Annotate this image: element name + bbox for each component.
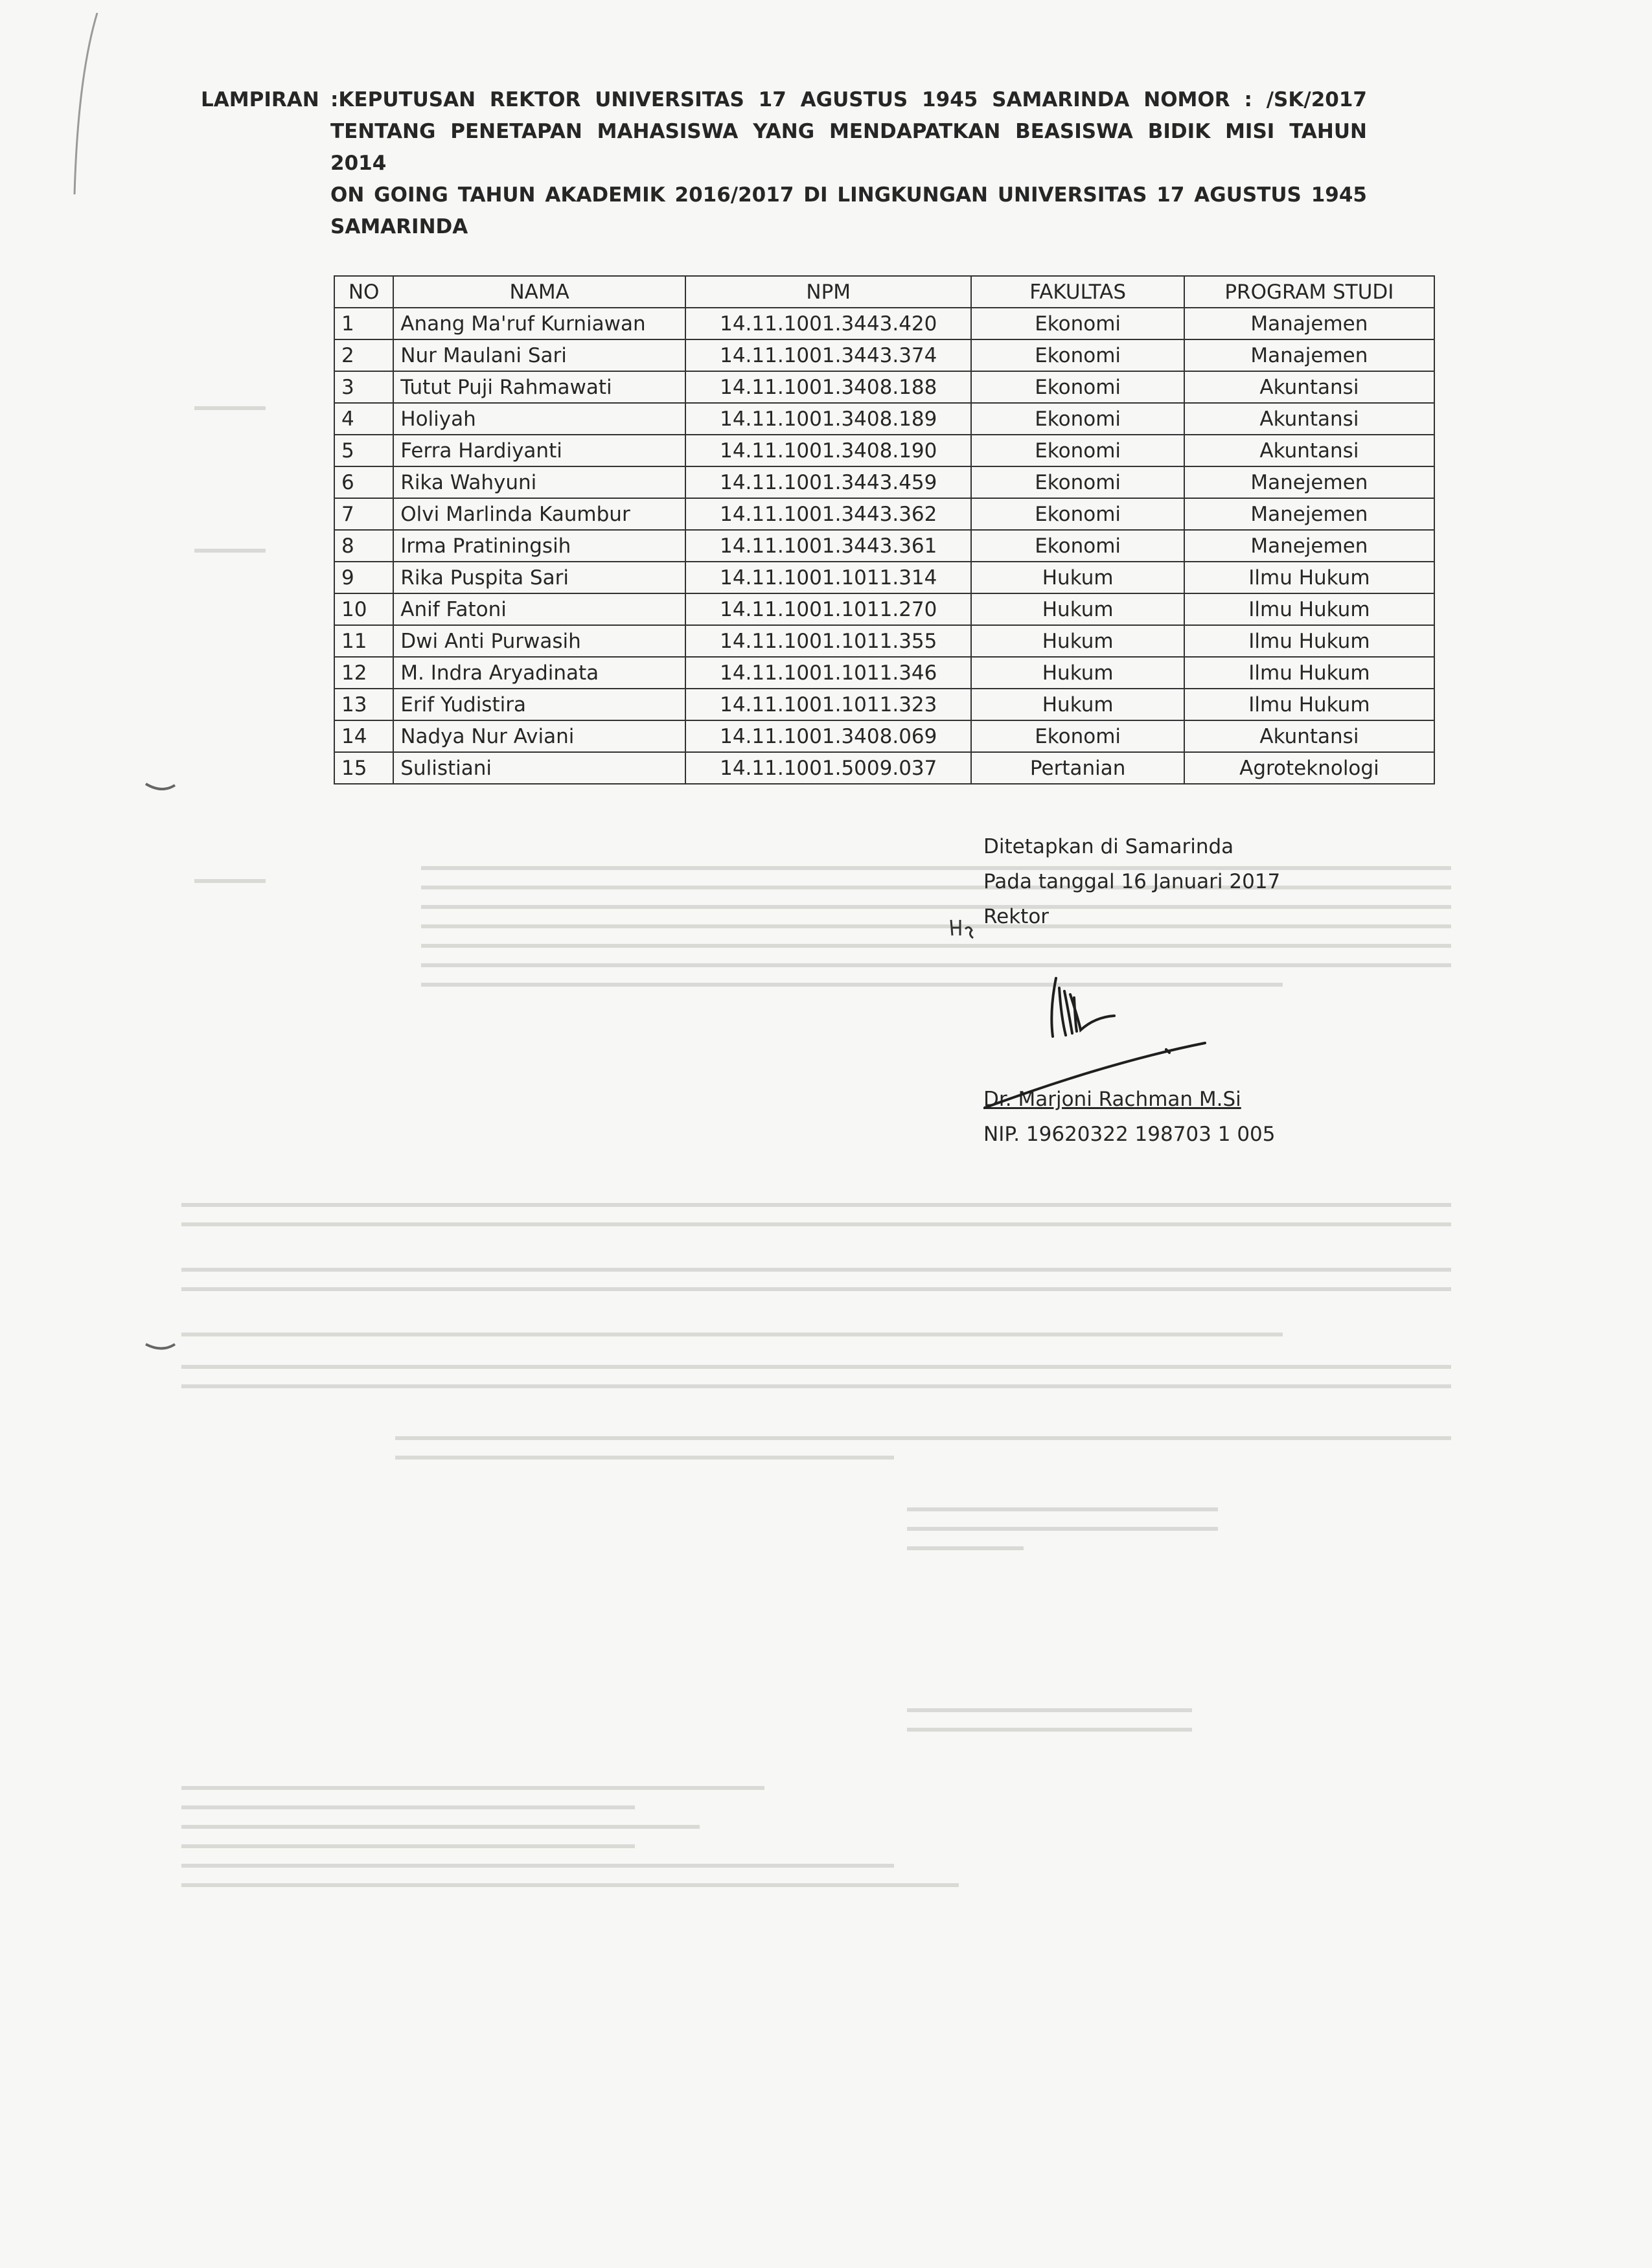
signatory-name: Dr. Marjoni Rachman M.Si — [983, 1088, 1241, 1111]
cell-npm: 14.11.1001.1011.323 — [685, 689, 971, 720]
cell-fakultas: Ekonomi — [971, 403, 1184, 435]
signatory-title: Rektor — [983, 905, 1050, 928]
handwritten-signature — [946, 959, 1218, 1114]
cell-program-studi: Ilmu Hukum — [1184, 593, 1434, 625]
table-row — [334, 498, 1434, 530]
decree-number-suffix: /SK/2017 — [1266, 88, 1368, 111]
cell-nama: Irma Pratiningsih — [393, 530, 685, 562]
cell-npm: 14.11.1001.1011.314 — [685, 562, 971, 593]
cell-fakultas: Ekonomi — [971, 308, 1184, 339]
cell-fakultas: Hukum — [971, 625, 1184, 657]
header-line-2: TENTANG PENETAPAN MAHASISWA YANG MENDAPATKAN BEASISWA BIDIK MISI TAHUN 2014 — [330, 120, 1367, 175]
cell-no: 10 — [334, 593, 393, 625]
cell-program-studi: Ilmu Hukum — [1184, 625, 1434, 657]
issue-date: Pada tanggal 16 Januari 2017 — [983, 870, 1281, 893]
cell-fakultas: Ekonomi — [971, 435, 1184, 466]
cell-nama: M. Indra Aryadinata — [393, 657, 685, 689]
decree-title: :KEPUTUSAN REKTOR UNIVERSITAS 17 AGUSTUS 1945 SAMARINDA NOMOR : — [330, 88, 1252, 111]
cell-npm: 14.11.1001.3443.459 — [685, 466, 971, 498]
cell-program-studi: Manajemen — [1184, 339, 1434, 371]
table-row — [334, 720, 1434, 752]
cell-program-studi: Ilmu Hukum — [1184, 657, 1434, 689]
cell-nama: Dwi Anti Purwasih — [393, 625, 685, 657]
cell-npm: 14.11.1001.3408.190 — [685, 435, 971, 466]
cell-no: 13 — [334, 689, 393, 720]
column-header-program-studi: PROGRAM STUDI — [1184, 276, 1434, 308]
cell-nama: Nur Maulani Sari — [393, 339, 685, 371]
header-line-3: ON GOING TAHUN AKADEMIK 2016/2017 DI LINGKUNGAN UNIVERSITAS 17 AGUSTUS 1945 — [330, 183, 1367, 207]
cell-program-studi: Akuntansi — [1184, 403, 1434, 435]
cell-fakultas: Ekonomi — [971, 530, 1184, 562]
cell-fakultas: Ekonomi — [971, 371, 1184, 403]
column-header-npm: NPM — [685, 276, 971, 308]
cell-nama: Olvi Marlinda Kaumbur — [393, 498, 685, 530]
table-row — [334, 371, 1434, 403]
cell-program-studi: Manejemen — [1184, 530, 1434, 562]
cell-no: 12 — [334, 657, 393, 689]
cell-fakultas: Ekonomi — [971, 339, 1184, 371]
cell-npm: 14.11.1001.3443.361 — [685, 530, 971, 562]
cell-program-studi: Agroteknologi — [1184, 752, 1434, 784]
cell-no: 9 — [334, 562, 393, 593]
column-header-nama: NAMA — [393, 276, 685, 308]
cell-no: 3 — [334, 371, 393, 403]
header-first-line — [201, 84, 1367, 116]
cell-program-studi: Manejemen — [1184, 498, 1434, 530]
table-row — [334, 339, 1434, 371]
cell-npm: 14.11.1001.3443.374 — [685, 339, 971, 371]
cell-program-studi: Manejemen — [1184, 466, 1434, 498]
cell-fakultas: Hukum — [971, 562, 1184, 593]
cell-nama: Nadya Nur Aviani — [393, 720, 685, 752]
document-header — [201, 84, 1367, 243]
cell-nama: Sulistiani — [393, 752, 685, 784]
student-table — [334, 275, 1435, 785]
cell-no: 14 — [334, 720, 393, 752]
initials-mark — [946, 912, 985, 945]
cell-no: 15 — [334, 752, 393, 784]
cell-npm: 14.11.1001.3408.069 — [685, 720, 971, 752]
table-row — [334, 435, 1434, 466]
table-row — [334, 403, 1434, 435]
cell-nama: Rika Wahyuni — [393, 466, 685, 498]
cell-nama: Tutut Puji Rahmawati — [393, 371, 685, 403]
cell-npm: 14.11.1001.1011.346 — [685, 657, 971, 689]
cell-program-studi: Akuntansi — [1184, 720, 1434, 752]
cell-nama: Holiyah — [393, 403, 685, 435]
table-body — [334, 308, 1434, 784]
cell-no: 11 — [334, 625, 393, 657]
cell-program-studi: Akuntansi — [1184, 435, 1434, 466]
cell-fakultas: Hukum — [971, 689, 1184, 720]
table-row — [334, 466, 1434, 498]
place-of-issue: Ditetapkan di Samarinda — [983, 835, 1234, 858]
table-row — [334, 689, 1434, 720]
cell-fakultas: Ekonomi — [971, 720, 1184, 752]
cell-program-studi: Akuntansi — [1184, 371, 1434, 403]
cell-npm: 14.11.1001.3408.188 — [685, 371, 971, 403]
attachment-label: LAMPIRAN — [201, 88, 319, 111]
cell-fakultas: Hukum — [971, 657, 1184, 689]
cell-npm: 14.11.1001.3443.420 — [685, 308, 971, 339]
cell-no: 8 — [334, 530, 393, 562]
decree-number-line — [330, 84, 1367, 116]
table-row — [334, 308, 1434, 339]
cell-npm: 14.11.1001.3408.189 — [685, 403, 971, 435]
cell-program-studi: Manajemen — [1184, 308, 1434, 339]
cell-no: 6 — [334, 466, 393, 498]
table-row — [334, 657, 1434, 689]
table-row — [334, 562, 1434, 593]
cell-npm: 14.11.1001.1011.270 — [685, 593, 971, 625]
cell-npm: 14.11.1001.1011.355 — [685, 625, 971, 657]
cell-no: 7 — [334, 498, 393, 530]
header-line-4: SAMARINDA — [330, 215, 468, 238]
cell-nama: Anif Fatoni — [393, 593, 685, 625]
cell-fakultas: Ekonomi — [971, 466, 1184, 498]
table-row — [334, 625, 1434, 657]
cell-no: 1 — [334, 308, 393, 339]
table-row — [334, 530, 1434, 562]
cell-nama: Erif Yudistira — [393, 689, 685, 720]
cell-nama: Rika Puspita Sari — [393, 562, 685, 593]
column-header-no: NO — [334, 276, 393, 308]
cell-nama: Ferra Hardiyanti — [393, 435, 685, 466]
cell-fakultas: Pertanian — [971, 752, 1184, 784]
column-header-fakultas: FAKULTAS — [971, 276, 1184, 308]
cell-program-studi: Ilmu Hukum — [1184, 689, 1434, 720]
cell-no: 4 — [334, 403, 393, 435]
table-row — [334, 593, 1434, 625]
signatory-nip: NIP. 19620322 198703 1 005 — [983, 1123, 1276, 1146]
cell-nama: Anang Ma'ruf Kurniawan — [393, 308, 685, 339]
cell-no: 2 — [334, 339, 393, 371]
cell-npm: 14.11.1001.5009.037 — [685, 752, 971, 784]
cell-npm: 14.11.1001.3443.362 — [685, 498, 971, 530]
cell-fakultas: Ekonomi — [971, 498, 1184, 530]
table-header-row — [334, 276, 1434, 308]
cell-program-studi: Ilmu Hukum — [1184, 562, 1434, 593]
cell-no: 5 — [334, 435, 393, 466]
cell-fakultas: Hukum — [971, 593, 1184, 625]
table-row — [334, 752, 1434, 784]
